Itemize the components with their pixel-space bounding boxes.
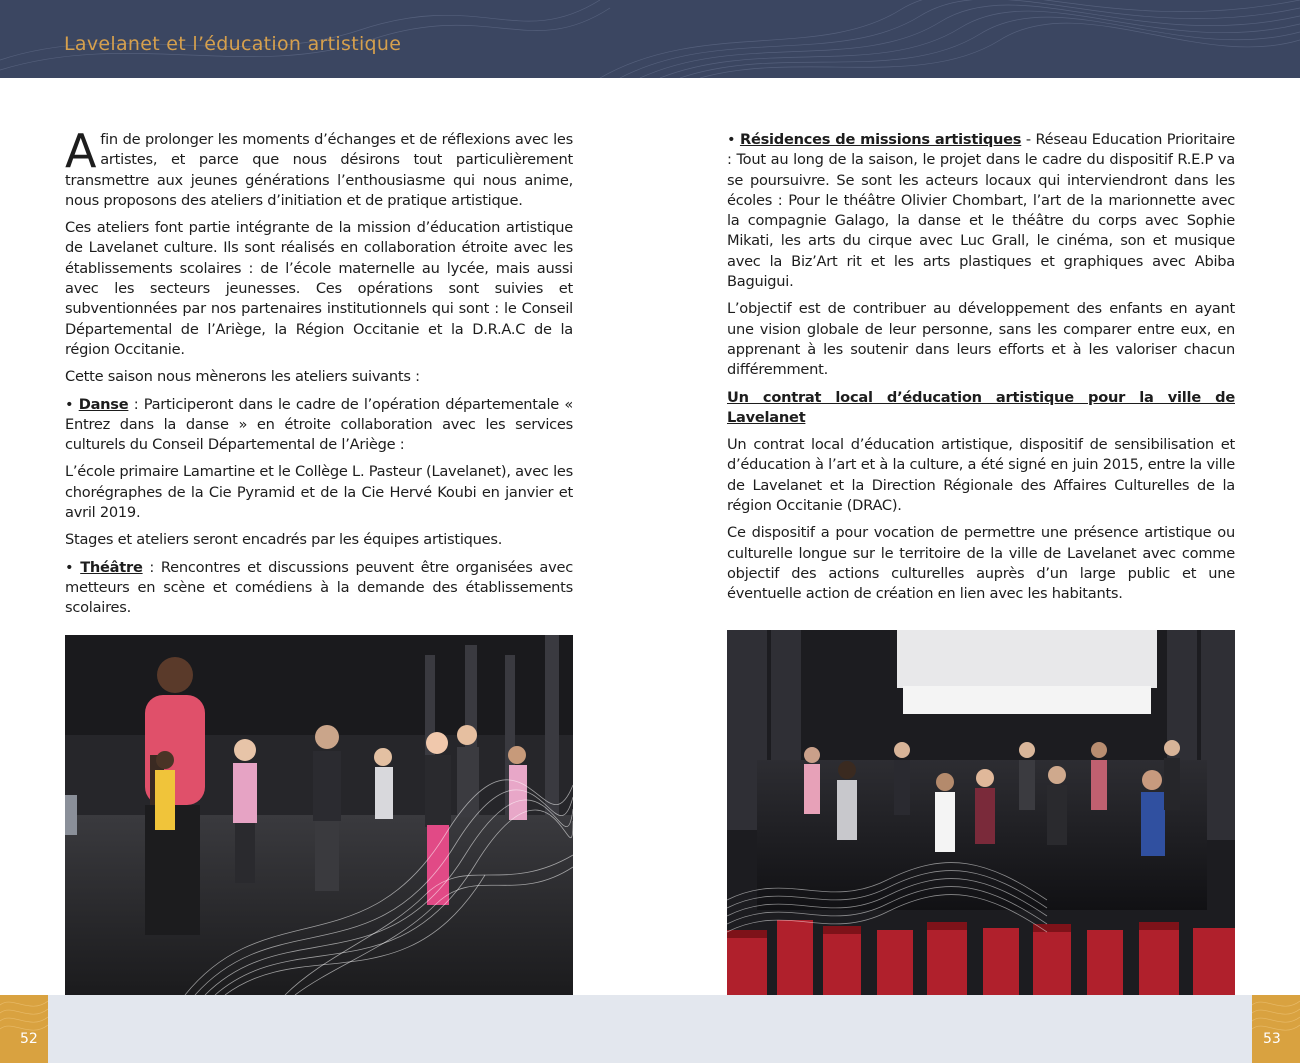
- danse-label: Danse: [78, 395, 129, 413]
- page-tab-right: [1252, 995, 1300, 1063]
- theatre-stage-photo: [727, 630, 1235, 995]
- dropcap: A: [65, 124, 97, 178]
- schools-paragraph: L’école primaire Lamartine et le Collège L. Pasteur (Lavelanet), avec les chorégraphes de la Cie Pyramid et de la Cie Hervé Koubi en janvier et avril 2019.: [65, 463, 573, 522]
- tab-wave-pattern: [0, 995, 48, 1063]
- workshops-intro: Cette saison nous mènerons les ateliers suivants :: [65, 368, 420, 386]
- page-tab-left: [0, 995, 48, 1063]
- dance-workshop-illustration: [65, 635, 573, 995]
- objective-paragraph: L’objectif est de contribuer au développement des enfants en ayant une vision globale de leur personne, sans les comparer entre eux, en apprenant à les soutenir dans leurs efforts et à les valoriser chacun différemment.: [727, 300, 1235, 379]
- page-header: [0, 0, 1300, 78]
- theatre-label: Théâtre: [80, 558, 143, 576]
- tab-wave-pattern: [1252, 995, 1300, 1063]
- missions-paragraph: Ces ateliers font partie intégrante de la mission d’éducation artistique de Lavelanet culture. Ils sont réalisés en collaboration étroite avec les établissements scolaires : de l’école maternelle au lycée, mais aussi avec les secteurs jeunesses. Ces opérations sont suivies et subventionnées par nos partenaires institutionnels qui sont : le Conseil Départemental de l’Ariège, la Région Occitanie et la D.R.A.C de la région Occitanie.: [65, 219, 573, 358]
- page-number-left: 52: [20, 1031, 38, 1047]
- residences-item: • Résidences de missions artistiques - Réseau Education Prioritaire : Tout au long de la saison, le projet dans le cadre du dispositif R.E.P va se poursuivre. Se sont les acteurs locaux qui interviendront dans les écoles : Pour le théâtre Olivier Chombart, l’art de la marionnette avec la compagnie Galago, la danse et le théâtre du corps avec Sophie Mikati, les arts du cirque avec Luc Grall, le cinéma, son et musique avec la Biz’Art rit et les arts plastiques et graphiques avec Abiba Baguigui.: [727, 131, 1235, 291]
- stages-paragraph: Stages et ateliers seront encadrés par les équipes artistiques.: [65, 531, 503, 549]
- contract-paragraph: Un contrat local d’éducation artistique, dispositif de sensibilisation et d’éducation à l’art et à la culture, a été signé en juin 2015, entre la ville de Lavelanet et la Direction Régionale des Affaires Culturelles de la région Occitanie (DRAC).: [727, 436, 1235, 515]
- residences-label: Résidences de missions artistiques: [739, 131, 1022, 148]
- theatre-item: • Théâtre : Rencontres et discussions peuvent être organisées avec metteurs en scène et comédiens à la demande des établissements scolaires.: [65, 558, 574, 617]
- left-column: [65, 124, 574, 626]
- danse-item: • Danse : Participeront dans le cadre de l’opération départementale « Entrez dans la danse » en étroite collaboration avec les services culturels du Conseil Départemental de l’Ariège :: [65, 395, 574, 454]
- theatre-stage-illustration: [727, 630, 1235, 995]
- dance-workshop-photo: [65, 635, 573, 995]
- right-column: [727, 130, 1235, 612]
- page-footer: [0, 995, 1300, 1063]
- page-number-right: 53: [1263, 1031, 1281, 1047]
- page-header-title: Lavelanet et l’éducation artistique: [64, 33, 402, 55]
- intro-paragraph: Afin de prolonger les moments d’échanges et de réflexions avec les artistes, et parce que nous désirons tout particulièrement transmettre aux jeunes générations l’enthousiasme qui nous anime, nous proposons des ateliers d’initiation et de pratique artistique.: [65, 124, 573, 209]
- vocation-paragraph: Ce dispositif a pour vocation de permettre une présence artistique ou culturelle longue sur le territoire de la ville de Lavelanet avec comme objectif des actions culturelles auprès d’un large public et une éventuelle action de création en lien avec les habitants.: [727, 524, 1235, 603]
- contract-heading: Un contrat local d’éducation artistique pour la ville de Lavelanet: [727, 388, 1235, 426]
